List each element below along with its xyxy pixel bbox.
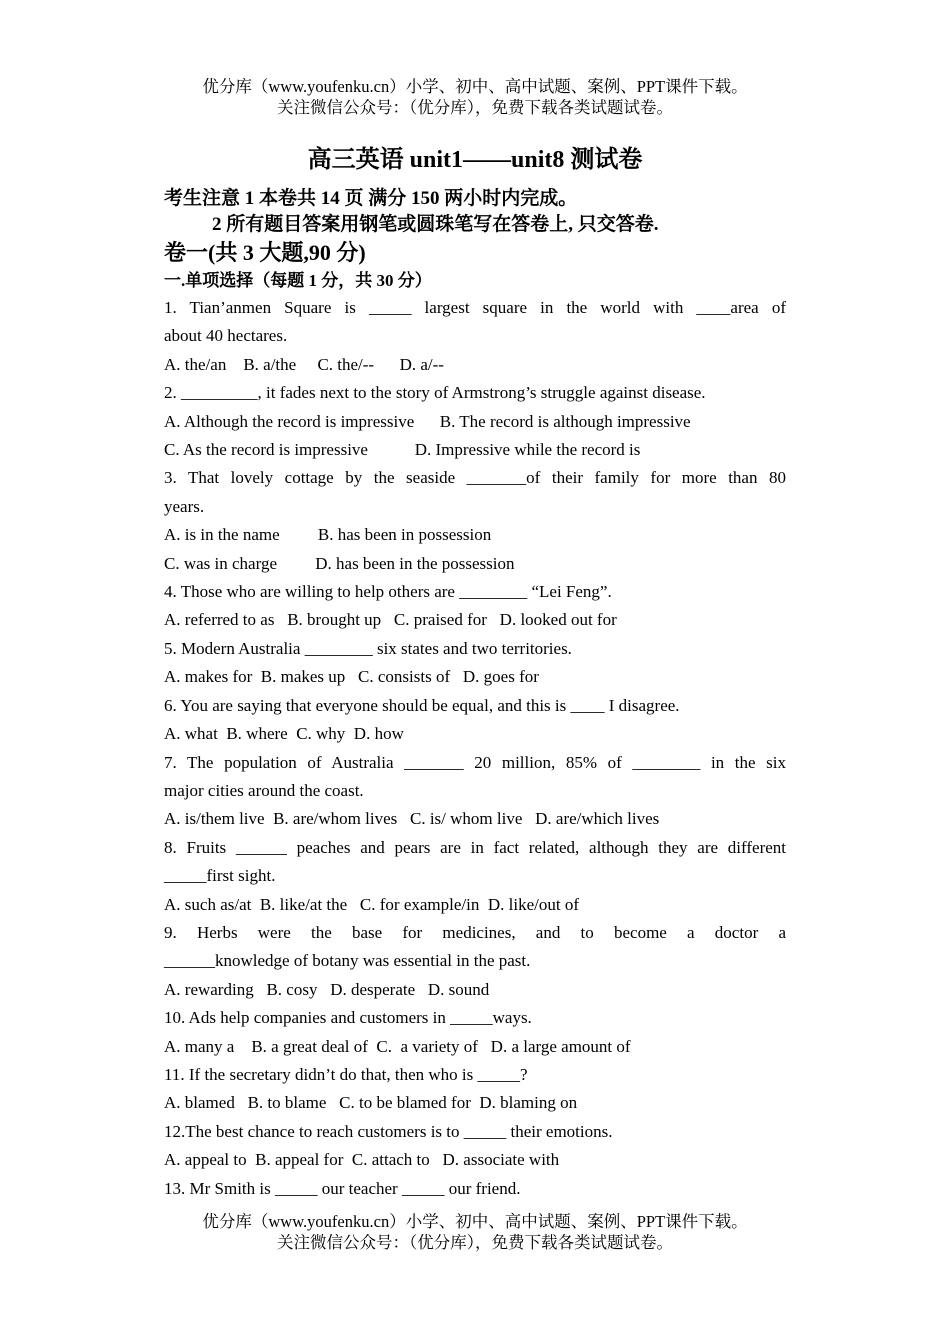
question-options: A. rewarding B. cosy D. desperate D. sound: [164, 979, 490, 999]
question-options: A. is in the name B. has been in possession: [164, 525, 492, 545]
question-stem: 6. You are saying that everyone should be equal, and this is ____ I disagree.: [164, 695, 680, 715]
question-4: [164, 578, 786, 635]
question-3: [164, 464, 786, 578]
question-10: [164, 1004, 786, 1061]
question-7: [164, 749, 786, 834]
question-stem: 10. Ads help companies and customers in _____ways.: [164, 1008, 532, 1028]
exam-content: [164, 144, 786, 1203]
question-stem-continued: years.: [164, 496, 205, 516]
question-9: [164, 919, 786, 1004]
question-options: C. was in charge D. has been in the possession: [164, 553, 515, 573]
question-stem-continued: ______knowledge of botany was essential in the past.: [164, 951, 531, 971]
question-5: [164, 635, 786, 692]
question-stem: 4. Those who are willing to help others are ________ “Lei Feng”.: [164, 582, 612, 602]
question-options: A. many a B. a great deal of C. a variety of D. a large amount of: [164, 1036, 631, 1056]
question-12: [164, 1118, 786, 1175]
question-stem: 7. The population of Australia _______ 20 million, 85% of ________ in the six: [164, 752, 786, 772]
question-options: C. As the record is impressive D. Impressive while the record is: [164, 440, 641, 460]
question-options: A. blamed B. to blame C. to be blamed for D. blaming on: [164, 1093, 578, 1113]
section-heading: 一.单项选择（每题 1 分，共 30 分）: [164, 271, 432, 290]
question-stem-continued: about 40 hectares.: [164, 326, 288, 346]
question-options: A. what B. where C. why D. how: [164, 724, 404, 744]
page-title: 高三英语 unit1——unit8 测试卷: [307, 147, 643, 173]
question-stem: 3. That lovely cottage by the seaside _______of their family for more than 80: [164, 468, 786, 488]
page-footer: [0, 1211, 950, 1253]
header-line-1: 优分库（www.youfenku.cn）小学、初中、高中试题、案例、PPT课件下载。: [202, 77, 748, 96]
footer-line-2: 关注微信公众号：（优分库），免费下载各类试题试卷。: [277, 1233, 673, 1252]
notice-line-1: 考生注意 1 本卷共 14 页 满分 150 两小时内完成。: [164, 188, 578, 209]
question-stem: 8. Fruits ______ peaches and pears are in fact related, although they are different: [164, 837, 786, 857]
question-options: A. appeal to B. appeal for C. attach to D. associate with: [164, 1150, 560, 1170]
question-1: [164, 294, 786, 379]
question-stem: 11. If the secretary didn’t do that, then who is _____?: [164, 1064, 528, 1084]
question-stem: 2. _________, it fades next to the story of Armstrong’s struggle against disease.: [164, 383, 706, 403]
question-options: A. makes for B. makes up C. consists of D. goes for: [164, 667, 539, 687]
notice-line-2: 2 所有题目答案用钢笔或圆珠笔写在答卷上, 只交答卷.: [212, 214, 659, 235]
question-stem: 5. Modern Australia ________ six states and two territories.: [164, 638, 572, 658]
question-options: A. Although the record is impressive B. The record is although impressive: [164, 411, 691, 431]
question-stem: 12.The best chance to reach customers is to _____ their emotions.: [164, 1121, 613, 1141]
question-8: [164, 834, 786, 919]
footer-line-1: 优分库（www.youfenku.cn）小学、初中、高中试题、案例、PPT课件下载。: [202, 1212, 748, 1231]
question-6: [164, 692, 786, 749]
page-header: [0, 76, 950, 118]
question-2: [164, 379, 786, 464]
header-line-2: 关注微信公众号：（优分库），免费下载各类试题试卷。: [277, 98, 673, 117]
question-options: A. the/an B. a/the C. the/-- D. a/--: [164, 354, 444, 374]
question-13: [164, 1175, 786, 1203]
question-stem: 1. Tian’anmen Square is _____ largest square in the world with ____area of: [164, 298, 786, 317]
question-stem: 9. Herbs were the base for medicines, and to become a doctor a: [164, 922, 786, 942]
question-options: A. referred to as B. brought up C. praised for D. looked out for: [164, 610, 617, 630]
question-stem-continued: major cities around the coast.: [164, 780, 364, 800]
part-heading: 卷一(共 3 大题,90 分): [164, 240, 366, 265]
question-stem-continued: _____first sight.: [164, 866, 276, 886]
question-options: A. is/them live B. are/whom lives C. is/ whom live D. are/which lives: [164, 809, 660, 829]
question-options: A. such as/at B. like/at the C. for example/in D. like/out of: [164, 894, 579, 914]
question-11: [164, 1061, 786, 1118]
question-stem: 13. Mr Smith is _____ our teacher _____ our friend.: [164, 1178, 521, 1198]
